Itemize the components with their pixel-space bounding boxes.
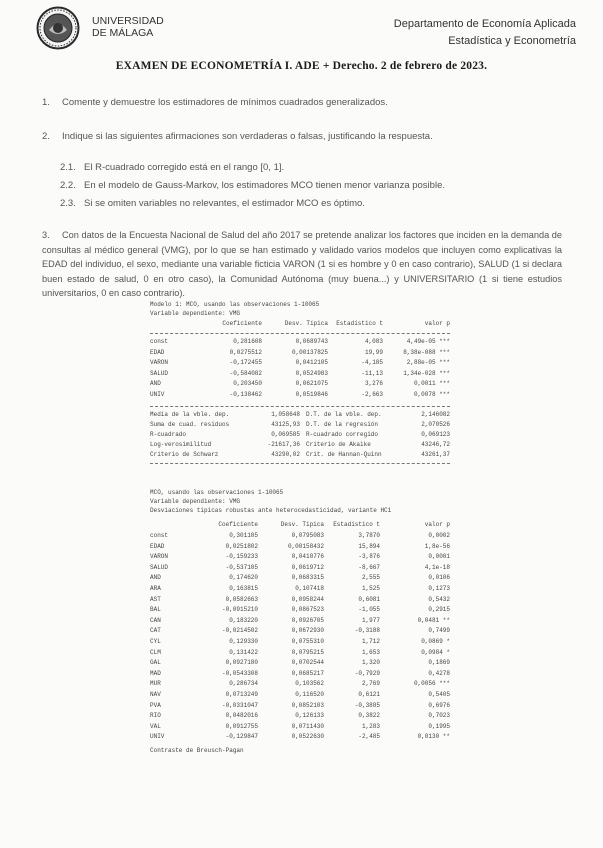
header	[36, 6, 576, 50]
question-number: 1.	[42, 97, 50, 108]
table-row	[150, 337, 450, 348]
table-cell: -0,172455	[229, 359, 262, 367]
table-cell: 0,0755310	[291, 637, 324, 645]
university-seal-icon	[36, 6, 80, 50]
column-header: Estadístico t	[336, 320, 383, 327]
table-cell: 0,0412105	[295, 359, 328, 367]
university-name	[92, 15, 164, 39]
table-cell: 0,0130 **	[417, 733, 450, 741]
table-row	[150, 732, 450, 743]
table-row	[150, 648, 450, 659]
variable-name: AND	[150, 380, 161, 388]
table-cell: 0,7499	[428, 627, 450, 635]
table-cell: 19,99	[364, 348, 383, 356]
table-cell: -2,485	[358, 733, 380, 741]
table-cell: 1,525	[361, 584, 380, 592]
department-line2: Estadística y Econometría	[448, 35, 576, 47]
table-cell: 0,131422	[229, 648, 258, 656]
table-cell: -0,3188	[354, 627, 380, 635]
table-caption: Modelo 1: MCO, usando las observaciones 1-10065	[150, 301, 320, 308]
column-header: Coeficiente	[218, 521, 258, 528]
table-cell: 0,0519846	[295, 390, 328, 398]
table-cell: 0,0251802	[225, 542, 258, 550]
table-cell: 0,2915	[428, 606, 450, 614]
variable-name: const	[150, 338, 169, 345]
table-cell: 1,34e-028 ***	[403, 369, 450, 377]
table-cell: 15,894	[358, 542, 380, 550]
question-number: 3.	[42, 230, 50, 240]
variable-name: AND	[150, 574, 161, 582]
table-cell: 0,0056 ***	[413, 680, 450, 688]
table-cell: 0,00137825	[291, 348, 328, 356]
table-row	[150, 531, 450, 542]
table-cell: 0,0482016	[225, 712, 258, 720]
table-row	[150, 679, 450, 690]
table-cell: 0,183220	[229, 616, 258, 624]
department-name	[394, 16, 576, 50]
table-cell: 3,7870	[358, 532, 380, 539]
question-number: 2.	[42, 131, 50, 142]
table-cell: 0,0001	[428, 553, 450, 561]
table-cell: 0,0011 ***	[413, 380, 450, 388]
statistic-value: 1,058648	[271, 410, 300, 418]
table-cell: 0,0958244	[291, 595, 324, 603]
table-cell: 2,769	[361, 680, 380, 688]
table-cell: 0,0912755	[225, 722, 258, 730]
exam-title: EXAMEN DE ECONOMETRÍA I. ADE + Derecho. 2 de febrero de 2023.	[115, 60, 488, 72]
table-row	[150, 563, 450, 574]
table-caption: Desviaciones típicas robustas ante heterocedasticidad, variante HC1	[150, 507, 392, 514]
summary-statistics	[150, 410, 450, 460]
column-header	[150, 318, 202, 330]
regression-output-model-1	[150, 300, 450, 467]
table-cell: 0,0619712	[291, 563, 324, 571]
subquestion-text: En el modelo de Gauss-Markov, los estimadores MCO tienen menor varianza posible.	[84, 180, 445, 191]
table-cell: 0,129330	[229, 637, 258, 645]
table-cell: 0,0867523	[291, 606, 324, 614]
table-row	[150, 348, 450, 359]
variable-name: VARON	[150, 359, 169, 367]
statistic-row	[150, 430, 450, 440]
statistic-value: 43246,72	[421, 440, 450, 448]
table-cell: 4,083	[364, 338, 383, 345]
table-cell: 1,320	[361, 659, 380, 667]
table-cell: 0,0795083	[291, 532, 324, 539]
department-line1: Departamento de Economía Aplicada	[393, 18, 576, 30]
column-header: Desv. Típica	[280, 521, 324, 528]
table-row	[150, 552, 450, 563]
table-cell: 3,276	[364, 380, 383, 388]
table-row	[150, 369, 450, 380]
column-header: Estadístico t	[333, 521, 380, 528]
coefficient-rows	[150, 337, 450, 401]
table-cell: 0,163815	[229, 584, 258, 592]
variable-name: RIO	[150, 712, 161, 720]
table-row	[150, 637, 450, 648]
statistic-label: Media de la vble. dep.	[150, 410, 230, 418]
table-row	[150, 616, 450, 627]
column-header: Coeficiente	[222, 320, 262, 327]
table-row	[150, 390, 450, 401]
variable-name: MAD	[150, 669, 161, 677]
table-cell: -0,584082	[229, 369, 262, 377]
column-header: valor p	[424, 320, 450, 327]
table-cell: 8,38e-088 ***	[403, 348, 450, 356]
table-cell: -0,0915210	[221, 606, 258, 614]
column-header	[150, 519, 196, 531]
variable-name: MUR	[150, 680, 161, 688]
table-cell: -0,537105	[225, 563, 258, 571]
table-cell: 0,0689743	[295, 338, 328, 345]
table-row	[150, 584, 450, 595]
table-cell: -3,876	[358, 553, 380, 561]
statistic-label: D.T. de la vble. dep.	[306, 410, 382, 418]
subquestion-number: 2.2.	[60, 180, 76, 191]
table-cell: 0,7023	[428, 712, 450, 720]
variable-name: ARA	[150, 584, 161, 592]
question-2	[42, 130, 433, 144]
statistic-value: 0,069585	[271, 430, 300, 438]
statistic-value: 2,070526	[421, 420, 450, 428]
table-row	[150, 701, 450, 712]
table-cell: 0,0926705	[291, 616, 324, 624]
table-cell: 0,0869 *	[421, 637, 450, 645]
table-row	[150, 542, 450, 553]
table-cell: -0,7929	[354, 669, 380, 677]
statistic-label: Crit. de Hannan-Quinn	[306, 450, 382, 458]
statistic-label: Criterio de Akaike	[306, 440, 371, 448]
variable-name: PVA	[150, 701, 161, 709]
statistic-label: Suma de cuad. residuos	[150, 420, 230, 428]
statistic-row	[150, 440, 450, 450]
table-cell: 1,8e-56	[424, 542, 450, 550]
statistic-row	[150, 420, 450, 430]
table-row	[150, 711, 450, 722]
table-cell: 0,0524983	[295, 369, 328, 377]
statistic-row	[150, 450, 450, 460]
table-row	[150, 722, 450, 733]
university-name-line1: UNIVERSIDAD	[92, 15, 164, 27]
table-cell: 4,49e-05 ***	[406, 338, 450, 345]
table-cell: -0,0214502	[221, 627, 258, 635]
statistic-value: -21617,36	[267, 440, 300, 448]
table-cell: -11,13	[361, 369, 383, 377]
divider	[150, 406, 450, 407]
variable-name: EDAD	[150, 542, 165, 550]
statistic-label: Log-verosimilitud	[150, 440, 212, 448]
table-cell: 0,103562	[295, 680, 324, 688]
table-cell: 0,0984 *	[421, 648, 450, 656]
table-cell: -0,159233	[225, 553, 258, 561]
table-cell: 2,88e-05 ***	[406, 359, 450, 367]
variable-name: NAV	[150, 690, 161, 698]
table-cell: 0,107418	[295, 584, 324, 592]
variable-name: BAL	[150, 606, 161, 614]
subquestion-2-1	[60, 162, 284, 173]
question-text: Con datos de la Encuesta Nacional de Salud del año 2017 se pretende analizar los factores que inciden en la demanda de consultas al médico general (VMG), por lo que se han estimado y validado varios modelos que incluyen como explicativas la EDAD del individuo, el sexo, mediante una variable ficticia VARON (1 si es hombre y 0 en caso contrario), SALUD (1 si declara buen estado de salud, 0 en otro caso), la Comunidad Autónoma (muy buena...) y UNIVERSITARIO (1 si tiene estudios universitarios, 0 en caso contrario).	[42, 230, 562, 299]
question-1	[42, 96, 388, 110]
table-row	[150, 573, 450, 584]
table-cell: 0,4278	[428, 669, 450, 677]
subquestion-text: El R-cuadrado corregido está en el rango [0, 1].	[84, 162, 285, 173]
table-row	[150, 658, 450, 669]
table-row	[150, 669, 450, 680]
column-header: valor p	[424, 521, 450, 528]
variable-name: SALUD	[150, 563, 169, 571]
statistic-value: 0,069123	[421, 430, 450, 438]
regression-output-model-2	[150, 488, 450, 754]
table-header-row	[150, 519, 450, 531]
statistic-value: 43261,37	[421, 450, 450, 458]
statistic-label: D.T. de la regresión	[306, 420, 379, 428]
table-cell: 0,6081	[358, 595, 380, 603]
statistic-row	[150, 410, 450, 420]
variable-name: SALUD	[150, 369, 169, 377]
table-cell: 2,555	[361, 574, 380, 582]
statistic-label: R-cuadrado	[150, 430, 187, 438]
subquestion-2-2	[60, 180, 445, 191]
table-cell: 0,0795215	[291, 648, 324, 656]
subquestion-text: Si se omiten variables no relevantes, el estimador MCO es óptimo.	[84, 198, 365, 209]
table-cell: -0,3885	[354, 701, 380, 709]
statistic-value: 43290,02	[271, 450, 300, 458]
subquestion-2-3	[60, 198, 365, 209]
table-row	[150, 358, 450, 369]
table-row	[150, 626, 450, 637]
table-cell: 0,0672930	[291, 627, 324, 635]
statistic-label: R-cuadrado corregido	[306, 430, 379, 438]
table-cell: -0,0543308	[221, 669, 258, 677]
variable-name: CYL	[150, 637, 161, 645]
table-cell: 0,0002	[428, 532, 450, 539]
table-footnote: Contraste de Breusch-Pagan	[150, 746, 244, 754]
table-cell: 0,286734	[229, 680, 258, 688]
table-cell: 0,0852103	[291, 701, 324, 709]
variable-name: VAL	[150, 722, 161, 730]
university-name-line2: DE MÁLAGA	[92, 27, 154, 39]
table-cell: 0,116520	[295, 690, 324, 698]
table-cell: 0,0481 **	[417, 616, 450, 624]
table-cell: 0,281608	[233, 338, 262, 345]
table-row	[150, 690, 450, 701]
table-cell: 0,0927180	[225, 659, 258, 667]
table-cell: 1,653	[361, 648, 380, 656]
variable-name: GAL	[150, 659, 161, 667]
question-3	[42, 228, 562, 301]
statistic-value: 43125,93	[271, 420, 300, 428]
table-cell: 0,0685217	[291, 669, 324, 677]
table-cell: 0,0702544	[291, 659, 324, 667]
variable-name: EDAD	[150, 348, 165, 356]
table-cell: 0,0078 ***	[413, 390, 450, 398]
table-cell: 0,6121	[358, 690, 380, 698]
table-cell: 0,0582663	[225, 595, 258, 603]
table-cell: 1,712	[361, 637, 380, 645]
table-cell: -4,185	[361, 359, 383, 367]
table-cell: 0,5432	[428, 595, 450, 603]
divider	[150, 333, 450, 334]
variable-name: CAT	[150, 627, 161, 635]
variable-name: AST	[150, 595, 161, 603]
table-cell: 1,283	[361, 722, 380, 730]
table-cell: 0,00158432	[287, 542, 324, 550]
table-cell: 0,0410776	[291, 553, 324, 561]
table-caption: Variable dependiente: VMG	[150, 498, 241, 505]
variable-name: VARON	[150, 553, 169, 561]
variable-name: const	[150, 532, 169, 539]
column-header: Desv. Típica	[284, 320, 328, 327]
table-cell: -2,663	[361, 390, 383, 398]
table-cell: 0,0106	[428, 574, 450, 582]
table-cell: -8,667	[358, 563, 380, 571]
subquestion-number: 2.1.	[60, 162, 76, 173]
table-cell: -1,055	[358, 606, 380, 614]
table-cell: 0,0683315	[291, 574, 324, 582]
statistic-label: Criterio de Schwarz	[150, 450, 219, 458]
table-cell: 0,0713249	[225, 690, 258, 698]
table-cell: 0,126133	[295, 712, 324, 720]
table-cell: 0,301105	[229, 532, 258, 539]
table-cell: 0,0522630	[291, 733, 324, 741]
table-cell: 0,1273	[428, 584, 450, 592]
table-cell: 0,203450	[233, 380, 262, 388]
table-cell: 0,5405	[428, 690, 450, 698]
table-cell: 0,0621075	[295, 380, 328, 388]
subquestion-number: 2.3.	[60, 198, 76, 209]
table-cell: 0,6976	[428, 701, 450, 709]
question-text: Comente y demuestre los estimadores de mínimos cuadrados generalizados.	[62, 97, 388, 108]
variable-name: CLM	[150, 648, 161, 656]
table-cell: 0,1869	[428, 659, 450, 667]
question-text: Indique si las siguientes afirmaciones son verdaderas o falsas, justificando la respuesta.	[62, 131, 433, 142]
variable-name: UNIV	[150, 390, 165, 398]
divider	[150, 463, 450, 464]
coefficient-rows	[150, 531, 450, 743]
table-cell: 0,1995	[428, 722, 450, 730]
table-row	[150, 379, 450, 390]
statistic-value: 2,146082	[421, 410, 450, 418]
table-header-row	[150, 318, 450, 330]
table-cell: -0,138462	[229, 390, 262, 398]
table-cell: -0,129847	[225, 733, 258, 741]
table-cell: 0,0275512	[229, 348, 262, 356]
table-caption: MCO, usando las observaciones 1-10065	[150, 489, 284, 496]
table-cell: 0,174620	[229, 574, 258, 582]
variable-name: CAN	[150, 616, 161, 624]
table-cell: -0,0331047	[221, 701, 258, 709]
table-row	[150, 605, 450, 616]
variable-name: UNIV	[150, 733, 165, 741]
table-cell: 4,1e-18	[424, 563, 450, 571]
table-cell: 1,977	[361, 616, 380, 624]
table-caption: Variable dependiente: VMG	[150, 310, 241, 317]
table-cell: 0,3822	[358, 712, 380, 720]
table-cell: 0,0711430	[291, 722, 324, 730]
table-row	[150, 595, 450, 606]
